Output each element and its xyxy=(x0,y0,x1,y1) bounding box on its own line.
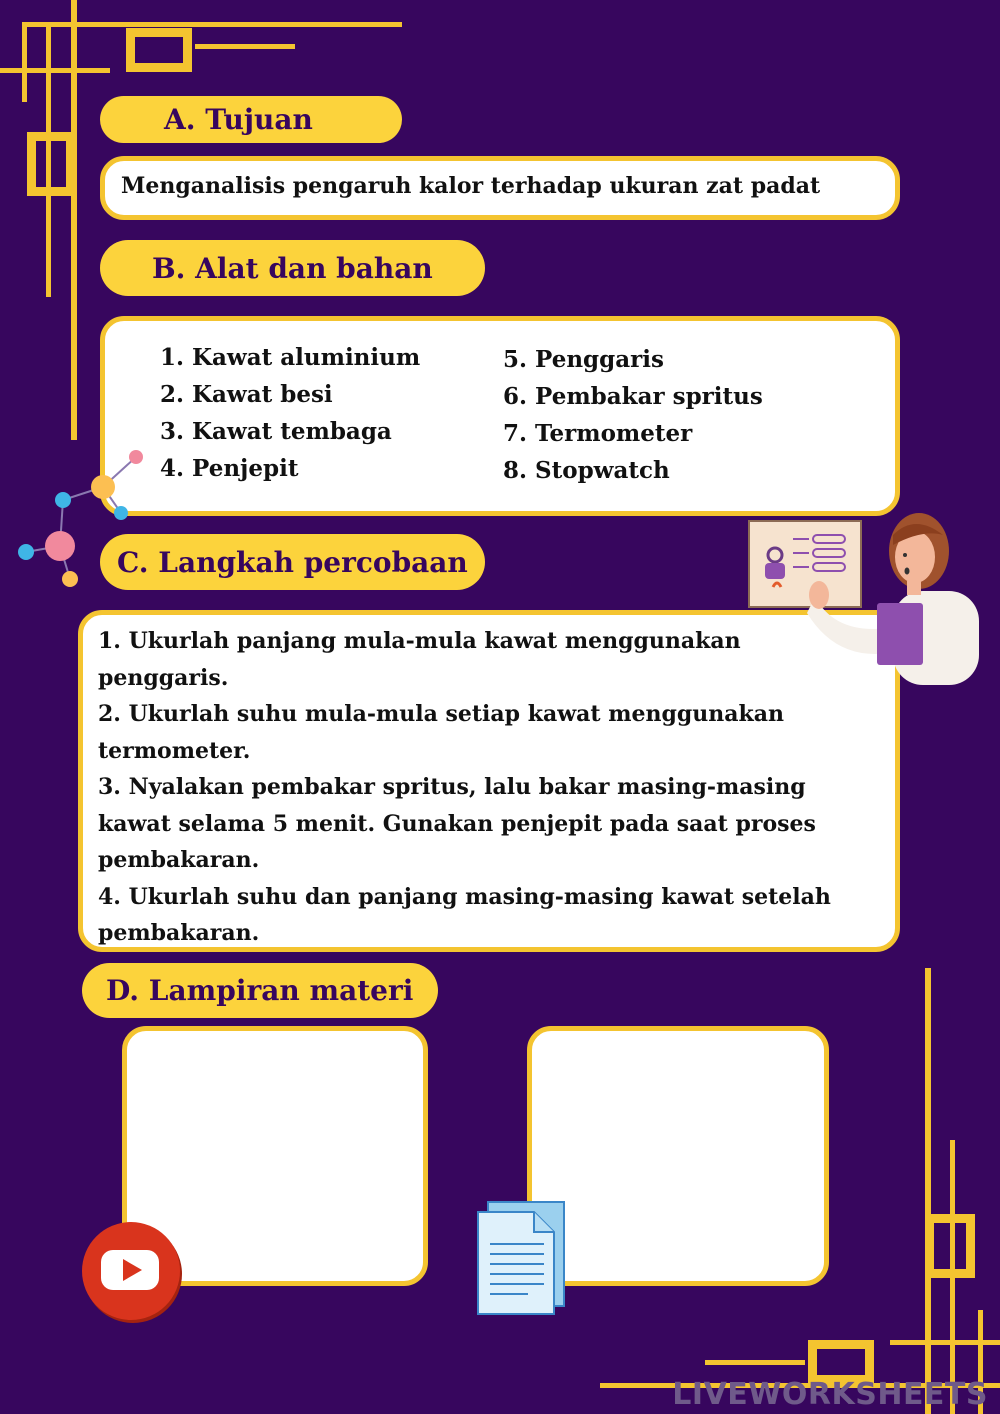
alat-item: 1. Kawat aluminium xyxy=(160,344,421,371)
tujuan-text: Menganalisis pengaruh kalor terhadap ukuran zat padat xyxy=(121,173,821,199)
alat-item: 4. Penjepit xyxy=(160,455,299,482)
section-d-title: D. Lampiran materi xyxy=(106,974,414,1007)
alat-item: 2. Kawat besi xyxy=(160,381,333,408)
frame-square xyxy=(126,28,192,72)
frame-square xyxy=(27,132,75,196)
alat-item: 8. Stopwatch xyxy=(503,457,670,484)
frame-line xyxy=(195,44,295,49)
teacher-illustration xyxy=(745,505,980,685)
frame-line xyxy=(22,22,27,102)
youtube-play-icon xyxy=(82,1222,180,1320)
section-c-title: C. Langkah percobaan xyxy=(117,545,468,579)
alat-item: 7. Termometer xyxy=(503,420,693,447)
tujuan-card xyxy=(100,156,900,220)
frame-line xyxy=(0,68,110,73)
document-icon[interactable] xyxy=(474,1200,568,1316)
alat-card xyxy=(100,316,900,516)
frame-square xyxy=(925,1214,975,1278)
section-b-heading xyxy=(100,240,485,296)
step-item: 1. Ukurlah panjang mula-mula kawat menggunakan penggaris. xyxy=(98,628,741,691)
section-a-heading xyxy=(100,96,402,143)
liveworksheets-watermark: LIVEWORKSHEETS xyxy=(672,1377,988,1412)
section-c-heading xyxy=(100,534,485,590)
alat-list-left xyxy=(160,339,420,487)
section-a-title: A. Tujuan xyxy=(164,103,313,136)
frame-line xyxy=(925,968,931,1414)
frame-line xyxy=(705,1360,805,1365)
step-item: 4. Ukurlah suhu dan panjang masing-masing kawat setelah pembakaran. xyxy=(98,883,831,946)
step-item: 3. Nyalakan pembakar spritus, lalu bakar masing-masing kawat selama 5 menit. Gunakan penjepit pada saat proses pembakaran. xyxy=(98,774,816,873)
alat-item: 3. Kawat tembaga xyxy=(160,418,392,445)
lampiran-box-document xyxy=(527,1026,829,1286)
frame-line xyxy=(890,1340,1000,1345)
alat-list-right xyxy=(503,341,763,489)
section-b-title: B. Alat dan bahan xyxy=(152,251,433,285)
frame-line xyxy=(24,22,402,27)
step-item: 2. Ukurlah suhu mula-mula setiap kawat menggunakan termometer. xyxy=(98,701,784,764)
youtube-play-button[interactable] xyxy=(82,1222,180,1320)
frame-line xyxy=(71,0,77,440)
alat-item: 6. Pembakar spritus xyxy=(503,383,763,410)
alat-item: 5. Penggaris xyxy=(503,346,664,373)
section-d-heading xyxy=(82,963,438,1018)
